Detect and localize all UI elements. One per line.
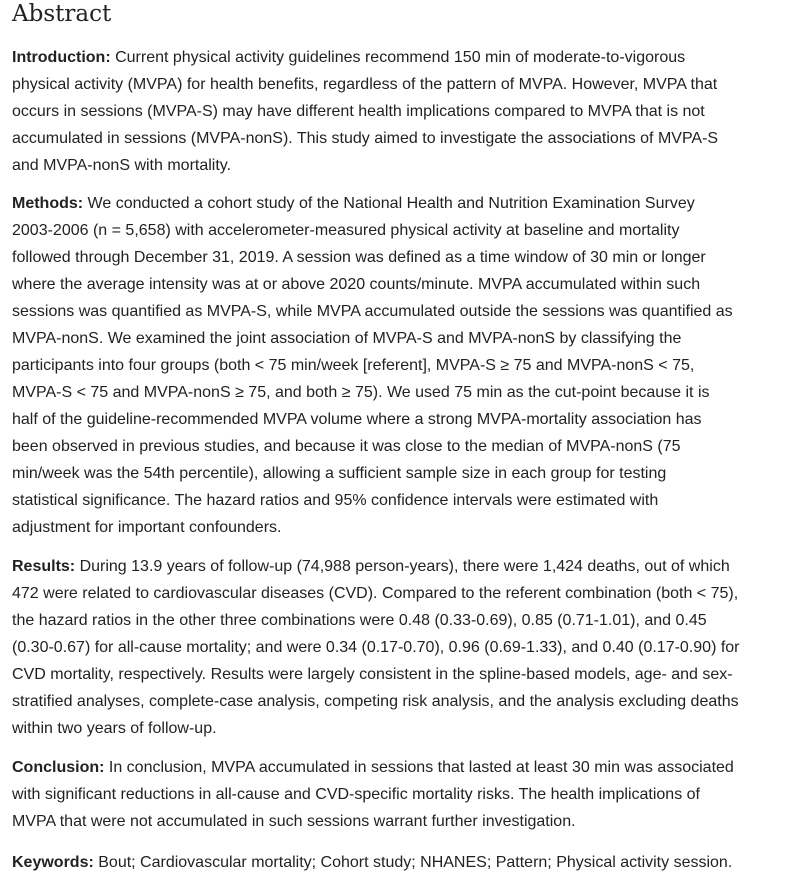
conclusion-section bbox=[12, 754, 810, 835]
results-label: Results: bbox=[12, 558, 76, 575]
introduction-line bbox=[12, 71, 810, 98]
results-section bbox=[12, 553, 810, 742]
methods-line bbox=[12, 190, 810, 217]
methods-text: adjustment for important confounders. bbox=[12, 519, 282, 536]
introduction-line bbox=[12, 44, 810, 71]
methods-text: half of the guideline-recommended MVPA volume where a strong MVPA-mortality association has bbox=[12, 411, 702, 428]
methods-text: followed through December 31, 2019. A session was defined as a time window of 30 min or longer bbox=[12, 249, 706, 266]
introduction-text: occurs in sessions (MVPA-S) may have different health implications compared to MVPA that is not bbox=[12, 103, 705, 120]
results-text: within two years of follow-up. bbox=[12, 720, 217, 737]
introduction-line bbox=[12, 98, 810, 125]
introduction-text: Current physical activity guidelines recommend 150 min of moderate-to-vigorous bbox=[110, 49, 686, 66]
keywords-line bbox=[12, 849, 810, 876]
results-line bbox=[12, 688, 810, 715]
keywords-section bbox=[12, 849, 810, 876]
methods-line bbox=[12, 325, 810, 352]
results-line bbox=[12, 715, 810, 742]
methods-text: where the average intensity was at or above 2020 counts/minute. MVPA accumulated within such bbox=[12, 276, 701, 293]
conclusion-line bbox=[12, 781, 810, 808]
methods-line bbox=[12, 514, 810, 541]
methods-text: We conducted a cohort study of the National Health and Nutrition Examination Survey bbox=[83, 195, 695, 212]
conclusion-label: Conclusion: bbox=[12, 759, 105, 776]
methods-text: sessions was quantified as MVPA-S, while MVPA accumulated outside the sessions was quantified as bbox=[12, 303, 733, 320]
methods-line bbox=[12, 217, 810, 244]
methods-line bbox=[12, 352, 810, 379]
methods-line bbox=[12, 460, 810, 487]
results-text: (0.30-0.67) for all-cause mortality; and were 0.34 (0.17-0.70), 0.96 (0.69-1.33), and 0.40 (0.17-0.90) for bbox=[12, 639, 740, 656]
introduction-text: and MVPA-nonS with mortality. bbox=[12, 157, 232, 174]
results-text: 472 were related to cardiovascular diseases (CVD). Compared to the referent combination (both < 75), bbox=[12, 585, 739, 602]
keywords-text: Bout; Cardiovascular mortality; Cohort study; NHANES; Pattern; Physical activity session. bbox=[93, 854, 733, 871]
results-text: CVD mortality, respectively. Results were largely consistent in the spline-based models, age- and sex- bbox=[12, 666, 733, 683]
methods-line bbox=[12, 379, 810, 406]
methods-line bbox=[12, 433, 810, 460]
abstract-heading: Abstract bbox=[12, 1, 112, 27]
results-text: During 13.9 years of follow-up (74,988 person-years), there were 1,424 deaths, out of which bbox=[75, 558, 730, 575]
methods-line bbox=[12, 487, 810, 514]
results-line bbox=[12, 634, 810, 661]
introduction-label: Introduction: bbox=[12, 49, 111, 66]
conclusion-text: MVPA that were not accumulated in such sessions warrant further investigation. bbox=[12, 813, 576, 830]
methods-line bbox=[12, 406, 810, 433]
results-line bbox=[12, 580, 810, 607]
introduction-text: accumulated in sessions (MVPA-nonS). This study aimed to investigate the associations of MVPA-S bbox=[12, 130, 719, 147]
methods-text: min/week was the 54th percentile), allowing a sufficient sample size in each group for testing bbox=[12, 465, 667, 482]
introduction-section bbox=[12, 44, 810, 179]
methods-line bbox=[12, 298, 810, 325]
methods-line bbox=[12, 271, 810, 298]
methods-text: MVPA-nonS. We examined the joint association of MVPA-S and MVPA-nonS by classifying the bbox=[12, 330, 682, 347]
conclusion-line bbox=[12, 808, 810, 835]
results-text: stratified analyses, complete-case analysis, competing risk analysis, and the analysis excluding deaths bbox=[12, 693, 739, 710]
results-line bbox=[12, 607, 810, 634]
methods-text: statistical significance. The hazard ratios and 95% confidence intervals were estimated with bbox=[12, 492, 659, 509]
keywords-label: Keywords: bbox=[12, 854, 94, 871]
results-line bbox=[12, 553, 810, 580]
methods-text: 2003-2006 (n = 5,658) with accelerometer-measured physical activity at baseline and mortality bbox=[12, 222, 680, 239]
methods-label: Methods: bbox=[12, 195, 84, 212]
methods-section bbox=[12, 190, 810, 541]
conclusion-text: In conclusion, MVPA accumulated in sessions that lasted at least 30 min was associated bbox=[104, 759, 734, 776]
methods-line bbox=[12, 244, 810, 271]
conclusion-text: with significant reductions in all-cause and CVD-specific mortality risks. The health implications of bbox=[12, 786, 700, 803]
results-text: the hazard ratios in the other three combinations were 0.48 (0.33-0.69), 0.85 (0.71-1.01), and 0.45 bbox=[12, 612, 707, 629]
results-line bbox=[12, 661, 810, 688]
methods-text: been observed in previous studies, and because it was close to the median of MVPA-nonS (75 bbox=[12, 438, 681, 455]
introduction-line bbox=[12, 152, 810, 179]
methods-text: participants into four groups (both < 75 min/week [referent], MVPA-S ≥ 75 and MVPA-nonS < 75, bbox=[12, 357, 695, 374]
introduction-line bbox=[12, 125, 810, 152]
conclusion-line bbox=[12, 754, 810, 781]
methods-text: MVPA-S < 75 and MVPA-nonS ≥ 75, and both ≥ 75). We used 75 min as the cut-point because it is bbox=[12, 384, 710, 401]
introduction-text: physical activity (MVPA) for health benefits, regardless of the pattern of MVPA. However, MVPA that bbox=[12, 76, 718, 93]
